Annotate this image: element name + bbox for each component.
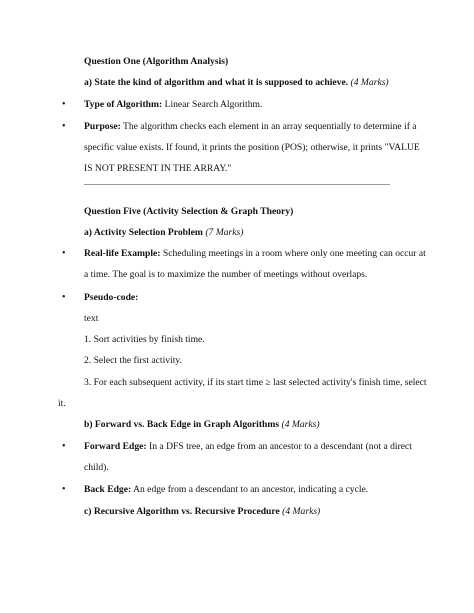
pseudo-code-line: 1. Sort activities by finish time. <box>84 334 205 345</box>
forward-edge-line-2: child). <box>84 462 109 473</box>
purpose-line-2: specific value exists. If found, it prints the position (POS); otherwise, it prints "VALUE <box>84 142 420 153</box>
forward-edge-text-1: In a DFS tree, an edge from an ancestor to a descendant (not a direct <box>149 441 412 452</box>
real-life-line-2: a time. The goal is to maximize the number of meetings without overlaps. <box>84 269 368 280</box>
pseudo-code-term: Pseudo-code: <box>84 292 139 303</box>
q5-part-a <box>84 227 243 239</box>
q5-part-c-label: c) Recursive Algorithm vs. Recursive Procedure <box>84 506 280 517</box>
question-one-heading: Question One (Algorithm Analysis) <box>84 56 229 67</box>
pseudo-code-line: 3. For each subsequent activity, if its start time ≥ last selected activity's finish time, select <box>84 377 427 388</box>
bullet-icon: • <box>62 248 66 259</box>
horizontal-divider <box>84 184 390 185</box>
question-five-heading: Question Five (Activity Selection & Graph Theory) <box>84 206 294 217</box>
q1-part-a-marks: (4 Marks) <box>350 77 389 88</box>
back-edge-term: Back Edge: <box>84 484 132 495</box>
bullet-icon: • <box>62 292 66 303</box>
back-edge-text: An edge from a descendant to an ancestor, indicating a cycle. <box>133 484 369 495</box>
q1-part-a <box>84 77 389 89</box>
forward-edge-term: Forward Edge: <box>84 441 147 452</box>
pseudo-code-line: 2. Select the first activity. <box>84 355 182 366</box>
bullet-icon: • <box>62 121 66 132</box>
pseudo-code-line: text <box>84 313 99 324</box>
purpose-line-3: IS NOT PRESENT IN THE ARRAY." <box>84 163 232 174</box>
q1-part-a-label: a) State the kind of algorithm and what it is supposed to achieve. <box>84 77 349 88</box>
bullet-icon: • <box>62 441 66 452</box>
purpose-term: Purpose: <box>84 121 121 132</box>
bullet-icon: • <box>62 484 66 495</box>
algorithm-type-term: Type of Algorithm: <box>84 99 163 110</box>
q5-part-a-label: a) Activity Selection Problem <box>84 227 203 238</box>
pseudo-code-line: it. <box>58 398 66 409</box>
forward-edge-line-1 <box>84 441 412 453</box>
q5-part-b-marks: (4 Marks) <box>281 419 320 430</box>
real-life-text-1: Scheduling meetings in a room where only one meeting can occur at <box>162 248 426 259</box>
q5-part-c-marks: (4 Marks) <box>282 506 321 517</box>
q5-part-a-marks: (7 Marks) <box>205 227 244 238</box>
q5-part-c <box>84 506 320 518</box>
purpose-text-1: The algorithm checks each element in an array sequentially to determine if a <box>123 121 417 132</box>
bullet-icon: • <box>62 99 66 110</box>
q5-part-b <box>84 419 320 431</box>
purpose-line-1 <box>84 121 417 133</box>
real-life-line-1 <box>84 248 426 260</box>
algorithm-type-item <box>84 99 262 111</box>
q5-part-b-label: b) Forward vs. Back Edge in Graph Algorithms <box>84 419 280 430</box>
real-life-term: Real-life Example: <box>84 248 161 259</box>
algorithm-type-text: Linear Search Algorithm. <box>164 99 263 110</box>
back-edge-item <box>84 484 368 496</box>
